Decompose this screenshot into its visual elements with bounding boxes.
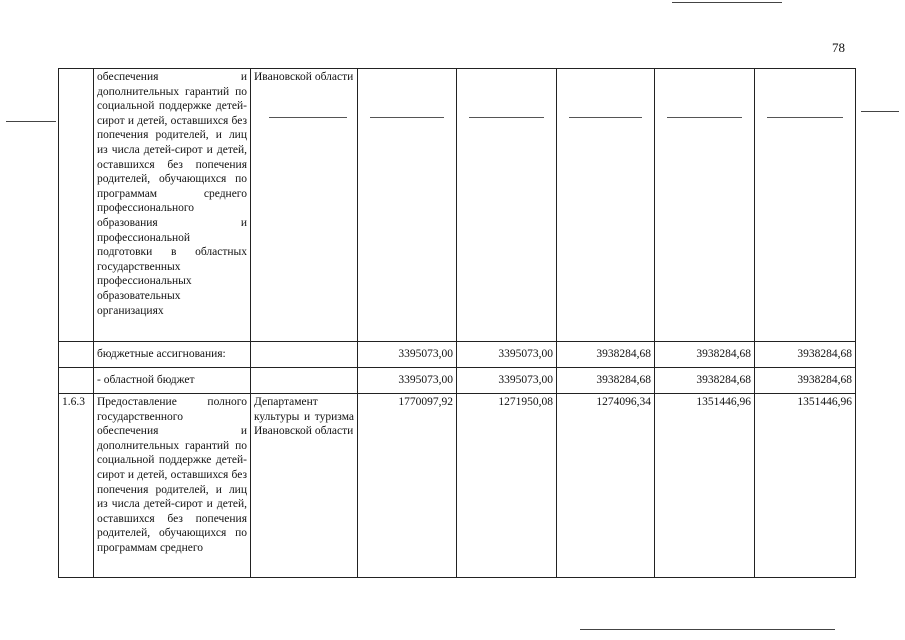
scan-line-left	[6, 121, 56, 122]
row-value-5	[755, 69, 856, 342]
table-row	[59, 394, 856, 578]
row-value-2	[457, 69, 557, 342]
row-value-3: 3938284,68	[557, 368, 655, 394]
table-row	[59, 368, 856, 394]
row-value-4: 3938284,68	[655, 342, 755, 368]
row-description: бюджетные ассигнования:	[94, 342, 251, 368]
budget-table	[58, 68, 856, 578]
row-value-2: 3395073,00	[457, 368, 557, 394]
row-value-4: 1351446,96	[655, 394, 755, 578]
row-number	[59, 342, 94, 368]
table-row	[59, 69, 856, 342]
row-description: Предоставление полного государственного обеспечения и дополнительных гарантий по социальной поддержке детей-сирот и детей, оставшихся без попечения родителей, и лиц из числа детей-сирот и детей, оставшихся без попечения родителей, обучающихся по программам среднего	[94, 394, 251, 578]
row-value-5: 3938284,68	[755, 342, 856, 368]
scan-line-right	[861, 111, 899, 112]
row-value-1: 3395073,00	[358, 342, 457, 368]
row-value-3	[557, 69, 655, 342]
row-value-5: 3938284,68	[755, 368, 856, 394]
row-number: 1.6.3	[59, 394, 94, 578]
row-value-3: 3938284,68	[557, 342, 655, 368]
row-value-1: 1770097,92	[358, 394, 457, 578]
row-number	[59, 69, 94, 342]
row-description: обеспечения и дополнительных гарантий по социальной поддержке детей-сирот и детей, оставшихся без попечения родителей, и лиц из числа детей-сирот и детей, оставшихся без попечения родителей, обучающихся по программам среднего профессионального образования и профессиональной подготовки в областных государственных профессиональных образовательных организациях	[94, 69, 251, 342]
row-value-2: 3395073,00	[457, 342, 557, 368]
table-row	[59, 342, 856, 368]
row-executor	[251, 342, 358, 368]
row-number	[59, 368, 94, 394]
row-value-4: 3938284,68	[655, 368, 755, 394]
row-value-5: 1351446,96	[755, 394, 856, 578]
row-executor: Департамент культуры и туризма Ивановской области	[251, 394, 358, 578]
row-value-4	[655, 69, 755, 342]
row-description: - областной бюджет	[94, 368, 251, 394]
row-value-2: 1271950,08	[457, 394, 557, 578]
row-value-3: 1274096,34	[557, 394, 655, 578]
scan-line-bottom	[580, 629, 835, 630]
scan-line-top	[672, 2, 782, 3]
row-value-1: 3395073,00	[358, 368, 457, 394]
row-executor	[251, 368, 358, 394]
row-value-1	[358, 69, 457, 342]
page-number: 78	[832, 40, 845, 55]
row-executor: Ивановской области	[251, 69, 358, 342]
